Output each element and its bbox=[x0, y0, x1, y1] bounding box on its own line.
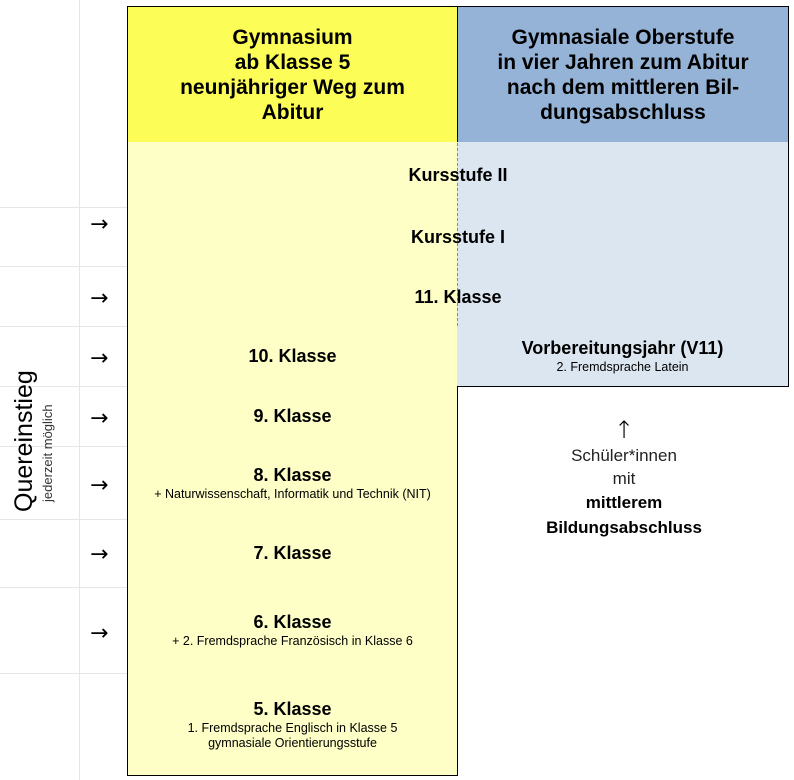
entry-note bbox=[500, 416, 748, 540]
header-oberstufe bbox=[457, 6, 789, 143]
entry-arrow-icon: → bbox=[90, 473, 109, 498]
row-klasse-6-label: 6. Klasse bbox=[253, 612, 332, 632]
guide-line bbox=[0, 266, 128, 267]
guide-line bbox=[79, 0, 80, 780]
row-kursstufe-2 bbox=[127, 142, 789, 208]
header-gymnasium bbox=[127, 6, 458, 143]
entry-note-line-3: mittlerem bbox=[585, 493, 663, 512]
header-oberstufe-line-3: nach dem mittleren Bil- bbox=[506, 75, 740, 99]
entry-note-line-1: Schüler*innen bbox=[571, 446, 677, 465]
row-kursstufe-1 bbox=[127, 207, 789, 267]
header-oberstufe-line-1: Gymnasiale Oberstufe bbox=[511, 25, 735, 49]
row-klasse-7-label: 7. Klasse bbox=[253, 543, 332, 563]
entry-note-line-4: Bildungsabschluss bbox=[546, 518, 702, 537]
entry-arrow-icon: → bbox=[90, 286, 109, 311]
row-v11-note: 2. Fremdsprache Latein bbox=[556, 360, 689, 374]
header-oberstufe-line-2: in vier Jahren zum Abitur bbox=[497, 50, 749, 74]
row-klasse-9 bbox=[127, 386, 458, 447]
row-klasse-6-note: + 2. Fremdsprache Französisch in Klasse 6 bbox=[172, 634, 413, 648]
row-klasse-5-note-2: gymnasiale Orientierungsstufe bbox=[208, 735, 377, 750]
row-klasse-11-label: 11. Klasse bbox=[414, 286, 502, 307]
row-klasse-6 bbox=[127, 587, 458, 674]
up-arrow-icon: ↑ bbox=[613, 416, 635, 444]
row-klasse-7 bbox=[127, 519, 458, 588]
header-gymnasium-line-4: Abitur bbox=[261, 100, 324, 124]
row-klasse-5 bbox=[127, 673, 458, 776]
header-gymnasium-line-1: Gymnasium bbox=[232, 25, 353, 49]
row-kursstufe-1-label: Kursstufe I bbox=[410, 227, 506, 247]
entry-arrow-icon: → bbox=[90, 346, 109, 371]
row-klasse-8-note: + Naturwissenschaft, Informatik und Technik (NIT) bbox=[154, 486, 431, 501]
guide-line bbox=[0, 587, 128, 588]
header-gymnasium-line-3: neunjähriger Weg zum bbox=[180, 75, 405, 99]
entry-arrow-icon: → bbox=[90, 212, 109, 237]
row-v11-label: Vorbereitungsjahr (V11) bbox=[521, 338, 724, 358]
entry-arrow-icon: → bbox=[90, 621, 109, 646]
entry-arrow-icon: → bbox=[90, 406, 109, 431]
row-klasse-10 bbox=[127, 326, 458, 387]
row-klasse-8 bbox=[127, 446, 458, 520]
header-gymnasium-line-2: ab Klasse 5 bbox=[234, 50, 351, 74]
side-label-sub: jederzeit möglich bbox=[40, 404, 55, 502]
row-klasse-9-label: 9. Klasse bbox=[253, 406, 332, 426]
row-klasse-5-label: 5. Klasse bbox=[253, 698, 332, 719]
row-klasse-10-label: 10. Klasse bbox=[248, 346, 337, 366]
guide-line bbox=[0, 207, 128, 208]
row-klasse-5-note-1: 1. Fremdsprache Englisch in Klasse 5 bbox=[187, 720, 398, 735]
guide-line bbox=[0, 673, 128, 674]
row-klasse-11 bbox=[127, 266, 789, 327]
entry-note-line-2: mit bbox=[612, 469, 636, 488]
row-kursstufe-2-label: Kursstufe II bbox=[408, 165, 508, 185]
entry-arrow-icon: → bbox=[90, 542, 109, 567]
header-oberstufe-line-4: dungsabschluss bbox=[540, 100, 706, 124]
side-label-main: Quereinstieg bbox=[10, 370, 38, 512]
row-v11 bbox=[457, 326, 789, 387]
row-klasse-8-label: 8. Klasse bbox=[253, 464, 332, 485]
guide-line bbox=[0, 519, 128, 520]
guide-line bbox=[0, 326, 128, 327]
